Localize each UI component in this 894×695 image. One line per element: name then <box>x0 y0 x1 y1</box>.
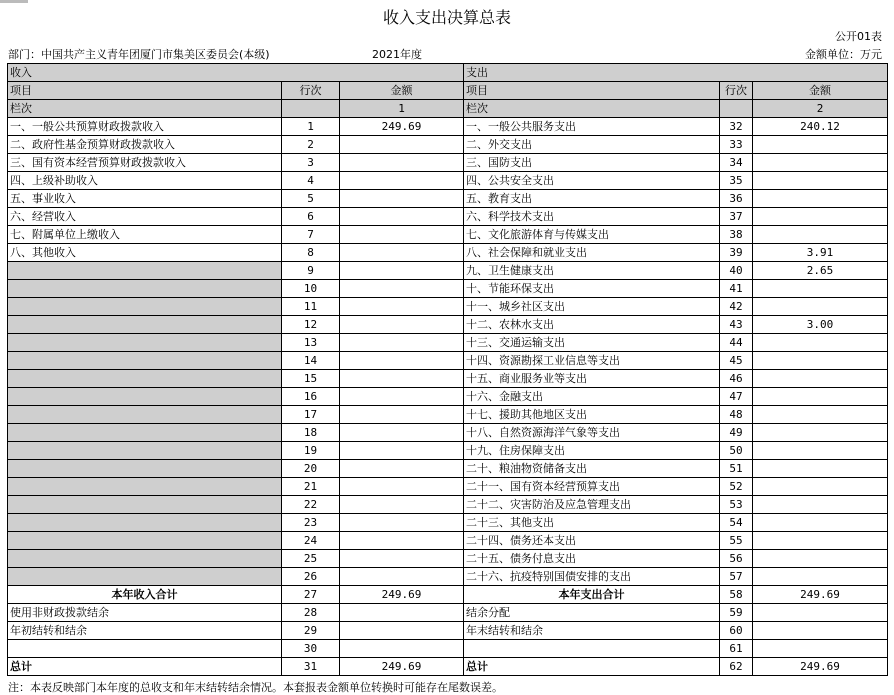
income-grand-total-label: 总计 <box>8 658 282 676</box>
expense-item: 二十、粮油物资储备支出 <box>464 460 720 478</box>
income-item <box>8 568 282 586</box>
expense-row-number: 39 <box>720 244 753 262</box>
expense-item: 八、社会保障和就业支出 <box>464 244 720 262</box>
expense-row-number: 49 <box>720 424 753 442</box>
expense-row-number: 42 <box>720 298 753 316</box>
expense-item: 二十三、其他支出 <box>464 514 720 532</box>
expense-section-header: 支出 <box>464 64 888 82</box>
income-amount <box>340 550 464 568</box>
expense-item: 十七、援助其他地区支出 <box>464 406 720 424</box>
income-item <box>8 532 282 550</box>
income-amount: 249.69 <box>340 118 464 136</box>
expense-item: 三、国防支出 <box>464 154 720 172</box>
table-code: 公开01表 <box>835 30 882 43</box>
expense-row-number: 45 <box>720 352 753 370</box>
income-amount <box>340 352 464 370</box>
expense-item: 九、卫生健康支出 <box>464 262 720 280</box>
income-item: 二、政府性基金预算财政拨款收入 <box>8 136 282 154</box>
expense-item: 十八、自然资源海洋气象等支出 <box>464 424 720 442</box>
footnote: 注：本表反映部门本年度的总收支和年末结转结余情况。本套报表金额单位转换时可能存在尾数误差。 <box>8 681 503 694</box>
table-row <box>8 226 888 244</box>
sheet-corner <box>0 0 28 3</box>
expense-row-number: 44 <box>720 334 753 352</box>
expense-amount <box>753 568 888 586</box>
income-item: 五、事业收入 <box>8 190 282 208</box>
income-amount <box>340 388 464 406</box>
expense-column-index: 2 <box>753 100 888 118</box>
income-item: 七、附属单位上缴收入 <box>8 226 282 244</box>
expense-item: 结余分配 <box>464 604 720 622</box>
column-index-row <box>8 100 888 118</box>
expense-row-number: 37 <box>720 208 753 226</box>
income-item <box>8 478 282 496</box>
expense-amount: 2.65 <box>753 262 888 280</box>
expense-amount <box>753 442 888 460</box>
income-amount <box>340 460 464 478</box>
expense-subtotal-amount: 249.69 <box>753 586 888 604</box>
expense-amount <box>753 478 888 496</box>
income-item-header: 项目 <box>8 82 282 100</box>
expense-amount <box>753 370 888 388</box>
income-item <box>8 550 282 568</box>
column-header-row <box>8 82 888 100</box>
expense-amount <box>753 622 888 640</box>
table-row <box>8 388 888 406</box>
expense-row-number: 40 <box>720 262 753 280</box>
income-item <box>8 298 282 316</box>
expense-amount <box>753 406 888 424</box>
income-item <box>8 352 282 370</box>
table-row <box>8 262 888 280</box>
budget-summary-table <box>7 63 888 676</box>
income-item <box>8 460 282 478</box>
expense-amount <box>753 496 888 514</box>
income-row-number: 30 <box>282 640 340 658</box>
expense-row-number: 56 <box>720 550 753 568</box>
income-item: 四、上级补助收入 <box>8 172 282 190</box>
expense-item: 一、一般公共服务支出 <box>464 118 720 136</box>
income-row-number: 7 <box>282 226 340 244</box>
expense-row-number: 52 <box>720 478 753 496</box>
expense-item: 二十四、债务还本支出 <box>464 532 720 550</box>
expense-row-number: 33 <box>720 136 753 154</box>
income-item <box>8 334 282 352</box>
expense-row-number: 59 <box>720 604 753 622</box>
table-row <box>8 280 888 298</box>
expense-item: 十三、交通运输支出 <box>464 334 720 352</box>
income-lanci-blank <box>282 100 340 118</box>
income-amount <box>340 334 464 352</box>
income-row-number: 28 <box>282 604 340 622</box>
expense-row-number: 50 <box>720 442 753 460</box>
table-row <box>8 568 888 586</box>
income-subtotal-label: 本年收入合计 <box>8 586 282 604</box>
report-title: 收入支出决算总表 <box>382 8 511 27</box>
expense-row-number: 61 <box>720 640 753 658</box>
income-item: 一、一般公共预算财政拨款收入 <box>8 118 282 136</box>
expense-item: 二十一、国有资本经营预算支出 <box>464 478 720 496</box>
income-amount <box>340 496 464 514</box>
expense-row-number: 53 <box>720 496 753 514</box>
expense-item: 十五、商业服务业等支出 <box>464 370 720 388</box>
table-row <box>8 406 888 424</box>
expense-amount <box>753 154 888 172</box>
subtotal-row <box>8 586 888 604</box>
expense-item: 二、外交支出 <box>464 136 720 154</box>
expense-row-number: 58 <box>720 586 753 604</box>
expense-row-number: 62 <box>720 658 753 676</box>
income-column-index: 1 <box>340 100 464 118</box>
table-row <box>8 460 888 478</box>
income-item: 六、经营收入 <box>8 208 282 226</box>
income-item <box>8 424 282 442</box>
income-row-number: 13 <box>282 334 340 352</box>
expense-amount <box>753 172 888 190</box>
expense-item: 十一、城乡社区支出 <box>464 298 720 316</box>
expense-lanci-blank <box>720 100 753 118</box>
table-row <box>8 172 888 190</box>
income-amount <box>340 136 464 154</box>
income-amount <box>340 568 464 586</box>
expense-amount <box>753 640 888 658</box>
expense-item: 十、节能环保支出 <box>464 280 720 298</box>
expense-amount <box>753 550 888 568</box>
income-amount <box>340 262 464 280</box>
income-amount <box>340 604 464 622</box>
income-amount <box>340 640 464 658</box>
table-row <box>8 334 888 352</box>
expense-item: 十二、农林水支出 <box>464 316 720 334</box>
expense-row-number: 32 <box>720 118 753 136</box>
expense-row-number: 57 <box>720 568 753 586</box>
income-amount <box>340 298 464 316</box>
income-row-number: 18 <box>282 424 340 442</box>
income-row-number: 10 <box>282 280 340 298</box>
expense-row-number: 34 <box>720 154 753 172</box>
income-item <box>8 442 282 460</box>
expense-item: 五、教育支出 <box>464 190 720 208</box>
income-item: 八、其他收入 <box>8 244 282 262</box>
department-label: 部门：中国共产主义青年团厦门市集美区委员会(本级) <box>8 48 270 61</box>
income-row-number: 9 <box>282 262 340 280</box>
income-row-number: 14 <box>282 352 340 370</box>
income-amount <box>340 532 464 550</box>
income-row-number: 24 <box>282 532 340 550</box>
table-row <box>8 550 888 568</box>
expense-grand-total-amount: 249.69 <box>753 658 888 676</box>
income-row-number: 12 <box>282 316 340 334</box>
income-rowno-header: 行次 <box>282 82 340 100</box>
income-amount <box>340 226 464 244</box>
expense-lanci-label: 栏次 <box>464 100 720 118</box>
table-row <box>8 208 888 226</box>
income-row-number: 8 <box>282 244 340 262</box>
income-row-number: 27 <box>282 586 340 604</box>
income-item <box>8 280 282 298</box>
income-amount <box>340 190 464 208</box>
income-item: 使用非财政拨款结余 <box>8 604 282 622</box>
table-row <box>8 424 888 442</box>
income-amount <box>340 478 464 496</box>
expense-amount <box>753 298 888 316</box>
income-item <box>8 316 282 334</box>
expense-amount <box>753 334 888 352</box>
expense-item: 十四、资源勘探工业信息等支出 <box>464 352 720 370</box>
table-row <box>8 190 888 208</box>
income-row-number: 3 <box>282 154 340 172</box>
table-row <box>8 622 888 640</box>
expense-amount: 3.00 <box>753 316 888 334</box>
income-row-number: 31 <box>282 658 340 676</box>
income-item <box>8 496 282 514</box>
income-lanci-label: 栏次 <box>8 100 282 118</box>
expense-item <box>464 640 720 658</box>
expense-row-number: 47 <box>720 388 753 406</box>
income-row-number: 20 <box>282 460 340 478</box>
income-row-number: 29 <box>282 622 340 640</box>
income-row-number: 25 <box>282 550 340 568</box>
expense-amount <box>753 388 888 406</box>
income-grand-total-amount: 249.69 <box>340 658 464 676</box>
expense-row-number: 41 <box>720 280 753 298</box>
income-amount <box>340 406 464 424</box>
table-row <box>8 478 888 496</box>
income-item: 三、国有资本经营预算财政拨款收入 <box>8 154 282 172</box>
income-item <box>8 640 282 658</box>
table-row <box>8 604 888 622</box>
expense-amount: 3.91 <box>753 244 888 262</box>
table-row <box>8 352 888 370</box>
income-row-number: 16 <box>282 388 340 406</box>
income-amount <box>340 316 464 334</box>
fiscal-year: 2021年度 <box>372 48 422 61</box>
expense-amount: 240.12 <box>753 118 888 136</box>
income-amount <box>340 424 464 442</box>
section-header-row <box>8 64 888 82</box>
expense-row-number: 54 <box>720 514 753 532</box>
income-amount <box>340 622 464 640</box>
income-item <box>8 406 282 424</box>
expense-amount <box>753 208 888 226</box>
table-row <box>8 244 888 262</box>
income-row-number: 11 <box>282 298 340 316</box>
table-row <box>8 442 888 460</box>
expense-row-number: 36 <box>720 190 753 208</box>
expense-item: 十六、金融支出 <box>464 388 720 406</box>
expense-amount <box>753 226 888 244</box>
expense-item: 七、文化旅游体育与传媒支出 <box>464 226 720 244</box>
expense-amount <box>753 460 888 478</box>
expense-amount <box>753 190 888 208</box>
expense-item: 二十五、债务付息支出 <box>464 550 720 568</box>
income-amount-header: 金额 <box>340 82 464 100</box>
expense-amount <box>753 532 888 550</box>
table-row <box>8 370 888 388</box>
income-row-number: 22 <box>282 496 340 514</box>
expense-row-number: 43 <box>720 316 753 334</box>
income-amount <box>340 172 464 190</box>
income-amount <box>340 244 464 262</box>
income-row-number: 15 <box>282 370 340 388</box>
expense-row-number: 60 <box>720 622 753 640</box>
income-row-number: 17 <box>282 406 340 424</box>
expense-item-header: 项目 <box>464 82 720 100</box>
table-row <box>8 514 888 532</box>
income-row-number: 5 <box>282 190 340 208</box>
expense-row-number: 38 <box>720 226 753 244</box>
table-row <box>8 496 888 514</box>
expense-rowno-header: 行次 <box>720 82 753 100</box>
table-row <box>8 118 888 136</box>
expense-amount <box>753 280 888 298</box>
income-amount <box>340 154 464 172</box>
income-section-header: 收入 <box>8 64 464 82</box>
income-amount <box>340 370 464 388</box>
expense-amount-header: 金额 <box>753 82 888 100</box>
expense-amount <box>753 352 888 370</box>
expense-row-number: 55 <box>720 532 753 550</box>
grand-total-row <box>8 658 888 676</box>
expense-item: 四、公共安全支出 <box>464 172 720 190</box>
expense-amount <box>753 514 888 532</box>
income-row-number: 2 <box>282 136 340 154</box>
amount-unit: 金额单位：万元 <box>805 48 882 61</box>
income-amount <box>340 514 464 532</box>
income-row-number: 1 <box>282 118 340 136</box>
income-row-number: 21 <box>282 478 340 496</box>
income-row-number: 6 <box>282 208 340 226</box>
table-row <box>8 154 888 172</box>
income-subtotal-amount: 249.69 <box>340 586 464 604</box>
expense-amount <box>753 604 888 622</box>
expense-subtotal-label: 本年支出合计 <box>464 586 720 604</box>
income-row-number: 23 <box>282 514 340 532</box>
expense-item: 六、科学技术支出 <box>464 208 720 226</box>
income-item: 年初结转和结余 <box>8 622 282 640</box>
expense-row-number: 35 <box>720 172 753 190</box>
table-row <box>8 532 888 550</box>
table-row <box>8 640 888 658</box>
expense-item: 二十二、灾害防治及应急管理支出 <box>464 496 720 514</box>
expense-item: 年末结转和结余 <box>464 622 720 640</box>
expense-item: 十九、住房保障支出 <box>464 442 720 460</box>
income-item <box>8 370 282 388</box>
income-row-number: 4 <box>282 172 340 190</box>
income-item <box>8 514 282 532</box>
table-row <box>8 316 888 334</box>
income-item <box>8 388 282 406</box>
expense-row-number: 48 <box>720 406 753 424</box>
table-row <box>8 298 888 316</box>
table-row <box>8 136 888 154</box>
income-amount <box>340 208 464 226</box>
income-row-number: 26 <box>282 568 340 586</box>
income-row-number: 19 <box>282 442 340 460</box>
expense-item: 二十六、抗疫特别国债安排的支出 <box>464 568 720 586</box>
expense-amount <box>753 424 888 442</box>
income-amount <box>340 442 464 460</box>
expense-amount <box>753 136 888 154</box>
expense-row-number: 46 <box>720 370 753 388</box>
income-item <box>8 262 282 280</box>
expense-row-number: 51 <box>720 460 753 478</box>
income-amount <box>340 280 464 298</box>
expense-grand-total-label: 总计 <box>464 658 720 676</box>
